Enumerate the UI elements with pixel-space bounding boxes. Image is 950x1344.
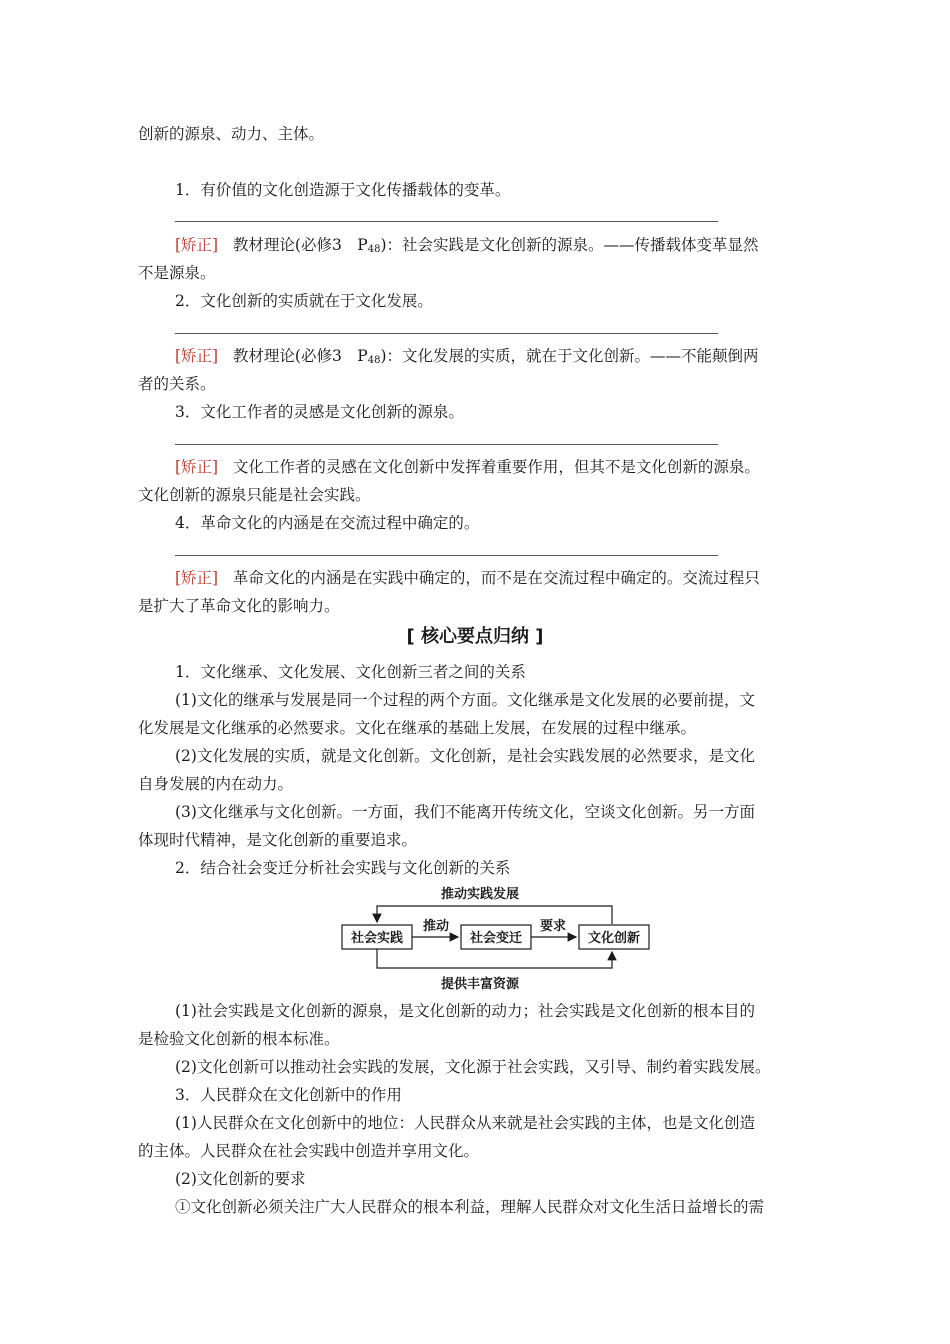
question-1: 1．有价值的文化创造源于文化传播载体的变革。 xyxy=(175,181,511,199)
point-3-b: (2)文化创新的要求 xyxy=(175,1170,306,1188)
point-3-a-line1: (1)人民群众在文化创新中的地位：人民群众从来就是社会实践的主体，也是文化创造 xyxy=(175,1114,755,1132)
arrow-drive-label: 推动 xyxy=(422,919,450,934)
question-2: 2．文化创新的实质就在于文化发展。 xyxy=(175,292,433,310)
point-1-b-line2: 自身发展的内在动力。 xyxy=(138,775,294,793)
bottom-arrow-label: 提供丰富资源 xyxy=(440,977,520,992)
section-title: 核心要点归纳 xyxy=(421,626,529,647)
box-social-practice-label: 社会实践 xyxy=(350,931,404,946)
correction-4-line1 xyxy=(175,568,760,588)
point-3-title: 3．人民群众在文化创新中的作用 xyxy=(175,1086,402,1104)
answer-rule-4 xyxy=(175,555,718,556)
page-subscript: 48 xyxy=(367,355,381,366)
correction-3-line2: 文化创新的源泉只能是社会实践。 xyxy=(138,486,371,504)
point-2-b-line1: (2)文化创新可以推动社会实践的发展，文化源于社会实践，又引导、制约着实践发展。 xyxy=(175,1058,771,1076)
correction-1-line1 xyxy=(175,235,759,260)
section-heading xyxy=(0,625,950,649)
correction-text: 教材理论(必修3 P xyxy=(232,236,368,254)
box-social-change-label: 社会变迁 xyxy=(469,931,523,946)
correction-2-line2: 者的关系。 xyxy=(138,375,216,393)
point-2-a-line2: 是检验文化创新的根本标准。 xyxy=(138,1030,340,1048)
arrow-require-label: 要求 xyxy=(539,919,567,934)
point-1-c-line1: (3)文化继承与文化创新。一方面，我们不能离开传统文化，空谈文化创新。另一方面 xyxy=(175,803,755,821)
correction-text: 教材理论(必修3 P xyxy=(232,347,368,365)
point-3-a-line2: 的主体。人民群众在社会实践中创造并享用文化。 xyxy=(138,1142,480,1160)
intro-line: 创新的源泉、动力、主体。 xyxy=(138,125,325,143)
point-2-title: 2．结合社会变迁分析社会实践与文化创新的关系 xyxy=(175,859,511,877)
question-4: 4．革命文化的内涵是在交流过程中确定的。 xyxy=(175,514,480,532)
point-1-b-line1: (2)文化发展的实质，就是文化创新。文化创新，是社会实践发展的必然要求，是文化 xyxy=(175,747,755,765)
answer-rule-3 xyxy=(175,444,718,445)
correction-2-line1 xyxy=(175,346,759,371)
correction-text: 革命文化的内涵是在实践中确定的，而不是在交流过程中确定的。交流过程只 xyxy=(232,569,760,587)
page-subscript: 48 xyxy=(367,244,381,255)
heading-right-bracket: ] xyxy=(535,626,544,647)
point-1-a-line2: 化发展是文化继承的必然要求。文化在继承的基础上发展，在发展的过程中继承。 xyxy=(138,719,697,737)
correction-1-line2: 不是源泉。 xyxy=(138,264,216,282)
top-arrow-label: 推动实践发展 xyxy=(440,887,520,902)
point-1-c-line2: 体现时代精神，是文化创新的重要追求。 xyxy=(138,831,418,849)
correction-3-line1 xyxy=(175,457,760,477)
correction-text: )：社会实践是文化创新的源泉。——传播载体变革显然 xyxy=(380,236,759,254)
heading-left-bracket: [ xyxy=(406,626,415,647)
answer-rule-2 xyxy=(175,333,718,334)
point-1-title: 1．文化继承、文化发展、文化创新三者之间的关系 xyxy=(175,663,526,681)
bottom-resource-arrow xyxy=(377,949,612,968)
correction-4-line2: 是扩大了革命文化的影响力。 xyxy=(138,597,340,615)
point-3-c-line1: ①文化创新必须关注广大人民群众的根本利益，理解人民群众对文化生活日益增长的需 xyxy=(175,1198,765,1216)
box-cultural-innovation-label: 文化创新 xyxy=(587,931,641,946)
point-2-a-line1: (1)社会实践是文化创新的源泉，是文化创新的动力；社会实践是文化创新的根本目的 xyxy=(175,1002,755,1020)
correction-tag: [矫正] xyxy=(175,347,219,365)
answer-rule-1 xyxy=(175,221,718,222)
top-feedback-arrow xyxy=(377,906,612,924)
correction-tag: [矫正] xyxy=(175,458,219,476)
point-1-a-line1: (1)文化的继承与发展是同一个过程的两个方面。文化继承是文化发展的必要前提，文 xyxy=(175,691,755,709)
practice-innovation-diagram xyxy=(340,884,660,994)
correction-tag: [矫正] xyxy=(175,569,219,587)
correction-text: )：文化发展的实质，就在于文化创新。——不能颠倒两 xyxy=(380,347,759,365)
correction-text: 文化工作者的灵感在文化创新中发挥着重要作用，但其不是文化创新的源泉。 xyxy=(232,458,760,476)
correction-tag: [矫正] xyxy=(175,236,219,254)
question-3: 3．文化工作者的灵感是文化创新的源泉。 xyxy=(175,403,464,421)
